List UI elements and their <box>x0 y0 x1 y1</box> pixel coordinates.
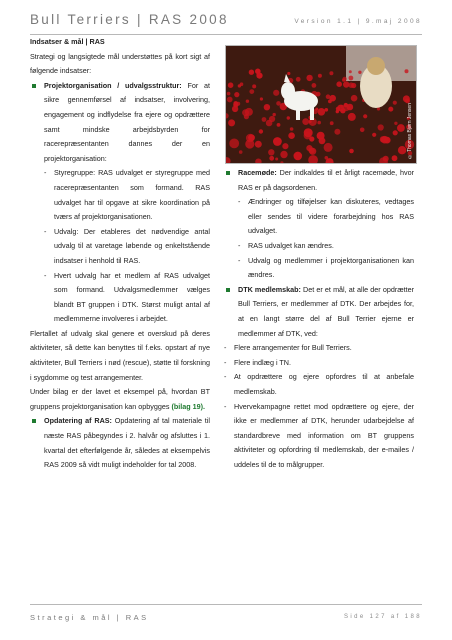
bullet-text: Opdatering af tal materiale til næste RAS påbegyndes i 2. halvår og afsluttes i 1. kvartal det efterfølgende år, således at eksempelvis RAS 2009 så vidt muligt indeholder for tal 2008. <box>44 416 210 470</box>
page-number: Side 127 af 188 <box>343 614 422 620</box>
page-footer <box>30 604 422 625</box>
bullet-label: Racemøde: <box>238 168 277 177</box>
paragraph-bilag: Under bilag er der lavet et eksempel på, hvordan BT gruppens projektorganisation kan opbygges (bilag 19). <box>30 387 210 411</box>
bullet-square-icon <box>32 84 36 88</box>
photo-dog-in-poppy-field <box>225 45 417 164</box>
poppy-field-image <box>226 46 416 163</box>
intro-paragraph: Strategi og langsigtede mål understøttes på kort sigt af følgende indsatser: <box>30 51 210 76</box>
section-heading: Indsatser & mål | RAS <box>30 37 105 46</box>
right-column <box>224 166 414 472</box>
footer-section-title: Strategi & mål | RAS <box>30 613 149 622</box>
bullet-label: DTK medlemskab: <box>238 284 301 294</box>
bullet-text: Der indkaldes til et årligt racemøde, hvor RAS er på dagsordenen. <box>238 168 414 192</box>
bullet-label: Projektorganisation / udvalgsstruktur: <box>44 80 182 90</box>
bullet-square-icon <box>226 288 230 292</box>
left-column <box>30 35 210 473</box>
dash-item-udvalg-medlemmer: - Udvalg og medlemmer i projektorganisationen kan ændres. <box>238 255 414 280</box>
bullet-square-icon <box>32 419 36 423</box>
bullet-projektorganisation <box>30 79 210 167</box>
bullet-label: Opdatering af RAS: <box>44 416 112 426</box>
dash-item-indlaeg: - Flere indlæg i TN. <box>224 357 291 367</box>
dash-item-anbefale: - At opdrættere og ejere opfordres til at anbefale medlemskab. <box>224 372 414 396</box>
dash-item-arrangementer: - Flere arrangementer for Bull Terriers. <box>224 343 352 353</box>
photo-credit: © Thomas Bjørn Jensen <box>407 102 413 159</box>
bullet-text: For at sikre gennemførsel af indsatser, involvering, engagement og indflydelse fra ejere og opdrættere samt mindske arbejdsbyrden for racerepræsentanten dannes der en projektorganisation: <box>44 80 210 163</box>
dash-item-medlem: - Hvert udvalg har et medlem af RAS udvalget som formand. Udvalgsmedlemmer vælges blandt BT gruppen i DTK. Størst muligt antal af medlemmerne involveres i arbejdet. <box>44 270 210 324</box>
document-title: Bull Terriers | RAS 2008 <box>30 12 229 27</box>
bullet-text: Det er et mål, at alle der opdrætter Bull Terriers, er medlemmer af DTK. Der arbejdes for, at en langt større del af Bull Terrier ejerne er medlemmer af DTK, ved: <box>238 284 414 338</box>
paragraph-overskud: Flertallet af udvalg skal genere et overskud på deres aktiviteter, så dette kan benyttes til f.eks. opstart af nye aktiviteter, Bull Terriers i nød (rescue), støtte til forskning i sygdomme og test arrangementer. <box>30 328 210 382</box>
bullet-racemode <box>224 166 414 195</box>
dash-item-styregruppe: - Styregruppe: RAS udvalget er styregruppe med racerepræsentanten som formand. RAS udvalget har til opgave at sikre koordination på tværs af projektorganisationen. <box>44 168 210 222</box>
bilag-reference-link[interactable]: (bilag 19). <box>171 401 206 411</box>
bullet-square-icon <box>226 171 230 175</box>
dash-item-hvervekampagne: - Hvervekampagne rettet mod opdrættere og ejere, der ikke er medlemmer af DTK, herunder udarbejdelse af standardbreve med information om BT gruppens aktiviteter og opfordring til medlemskab, der e-mailes / uddeles til de to målgrupper. <box>224 401 414 469</box>
bullet-dtk-medlemskab <box>224 283 414 341</box>
dash-item-ras-udvalget: - RAS udvalget kan ændres. <box>238 240 334 250</box>
bullet-opdatering <box>30 414 210 472</box>
page-header <box>30 12 422 35</box>
version-label: Version 1.1 | 9.maj 2008 <box>294 18 422 25</box>
dash-item-udvalg: - Udvalg: Der etableres det nødvendige antal udvalg til at varetage løbende og enkeltstående indsatser i henhold til RAS. <box>44 226 210 265</box>
dash-item-aendringer: - Ændringer og tilføjelser kan diskuteres, vedtages eller sendes til videre forarbejdning hos RAS udvalget. <box>238 197 414 236</box>
